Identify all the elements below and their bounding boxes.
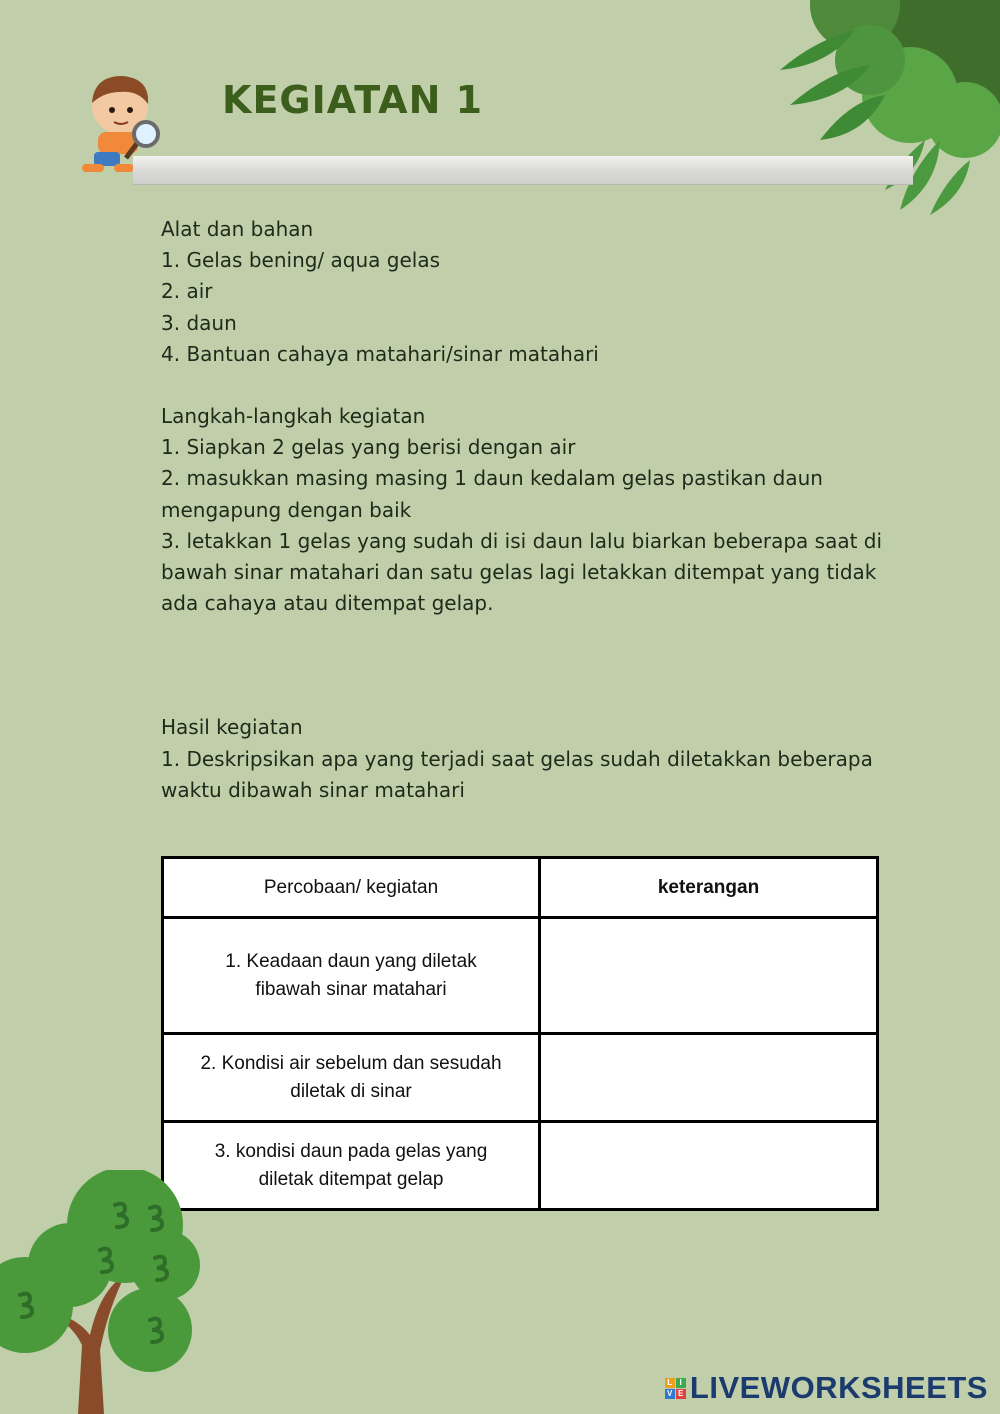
materials-item: 2. air (161, 279, 213, 304)
table-header-row (163, 858, 878, 918)
materials-item: 1. Gelas bening/ aqua gelas (161, 248, 441, 273)
liveworksheets-brand[interactable] (665, 1370, 988, 1406)
worksheet-content (161, 214, 891, 806)
page-title: KEGIATAN 1 (222, 78, 484, 122)
activity-cell: 3. kondisi daun pada gelas yang diletak ditempat gelap (163, 1122, 540, 1210)
activity-cell: 1. Keadaan daun yang diletak fibawah sinar matahari (163, 918, 540, 1034)
table-row (163, 1034, 878, 1122)
title-underline-bar (133, 156, 913, 185)
materials-item: 3. daun (161, 310, 237, 335)
steps-heading: Langkah-langkah kegiatan (161, 404, 426, 429)
liveworksheets-logo-icon: L I V E (665, 1378, 686, 1399)
results-question: 1. Deskripsikan apa yang terjadi saat gelas sudah diletakkan beberapa waktu dibawah sinar matahari (161, 746, 873, 802)
note-answer-cell[interactable] (540, 918, 878, 1034)
activity-cell: 2. Kondisi air sebelum dan sesudah diletak di sinar (163, 1034, 540, 1122)
table-row (163, 918, 878, 1034)
note-answer-cell[interactable] (540, 1034, 878, 1122)
steps-item: 2. masukkan masing masing 1 daun kedalam gelas pastikan daun mengapung dengan baik (161, 466, 823, 522)
foliage-decoration-top-right (760, 0, 1000, 225)
note-answer-cell[interactable] (540, 1122, 878, 1210)
table-row (163, 1122, 878, 1210)
column-header-activity: Percobaan/ kegiatan (163, 858, 540, 918)
results-heading: Hasil kegiatan (161, 715, 303, 740)
result-table (161, 856, 879, 1211)
brand-name: LIVEWORKSHEETS (689, 1370, 988, 1405)
materials-item: 4. Bantuan cahaya matahari/sinar matahari (161, 341, 599, 366)
column-header-note: keterangan (540, 858, 878, 918)
steps-item: 3. letakkan 1 gelas yang sudah di isi daun lalu biarkan beberapa saat di bawah sinar matahari dan satu gelas lagi letakkan ditempat yang tidak ada cahaya atau ditempat gelap. (161, 528, 883, 616)
steps-item: 1. Siapkan 2 gelas yang berisi dengan air (161, 435, 576, 460)
tree-decoration-bottom-left (0, 1170, 205, 1414)
materials-heading: Alat dan bahan (161, 217, 314, 241)
